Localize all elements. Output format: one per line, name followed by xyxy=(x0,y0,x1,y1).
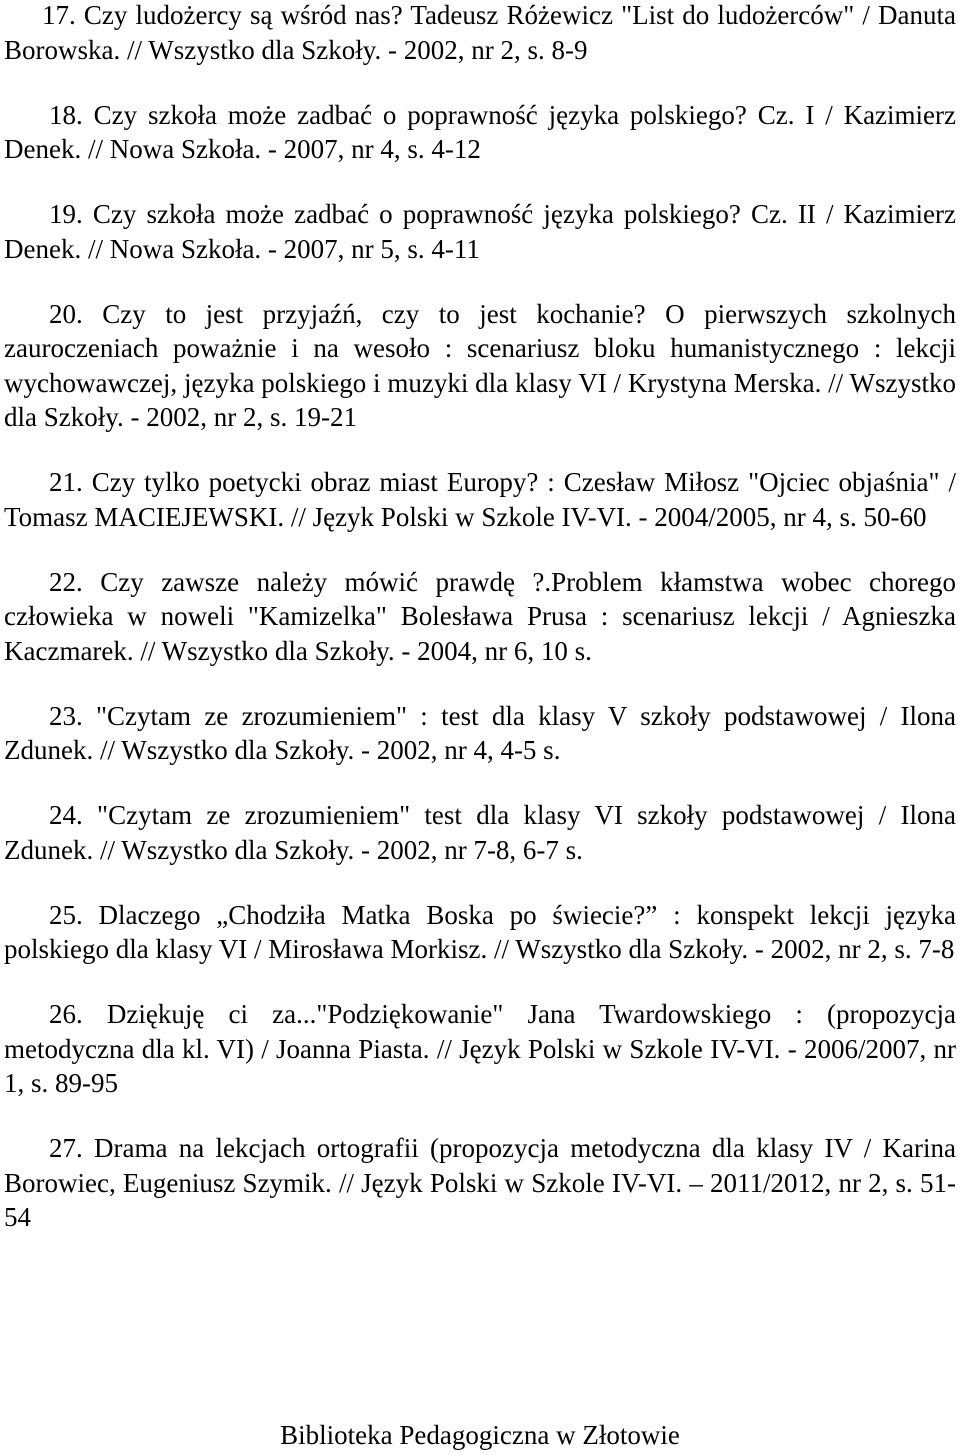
bibliography-entry-18: 18. Czy szkoła może zadbać o poprawność języka polskiego? Cz. I / Kazimierz Denek. // Nowa Szkoła. - 2007, nr 4, s. 4-12 xyxy=(4,99,956,164)
bibliography-entry-17: 17. Czy ludożercy są wśród nas? Tadeusz Różewicz "List do ludożerców" / Danuta Borowska. // Wszystko dla Szkoły. - 2002, nr 2, s. 8-9 xyxy=(4,0,956,65)
bibliography-entry-25: 25. Dlaczego „Chodziła Matka Boska po świecie?” : konspekt lekcji języka polskiego dla klasy VI / Mirosława Morkisz. // Wszystko dla Szkoły. - 2002, nr 2, s. 7-8 xyxy=(4,899,956,964)
bibliography-entry-27: 27. Drama na lekcjach ortografii (propozycja metodyczna dla klasy IV / Karina Borowiec, Eugeniusz Szymik. // Język Polski w Szkole IV-VI. – 2011/2012, nr 2, s. 51-54 xyxy=(4,1133,956,1232)
bibliography-entry-23: 23. "Czytam ze zrozumieniem" : test dla klasy V szkoły podstawowej / Ilona Zdunek. // Wszystko dla Szkoły. - 2002, nr 4, 4-5 s. xyxy=(4,700,956,765)
bibliography-entry-19: 19. Czy szkoła może zadbać o poprawność języka polskiego? Cz. II / Kazimierz Denek. // Nowa Szkoła. - 2007, nr 5, s. 4-11 xyxy=(4,199,956,264)
page-footer xyxy=(0,1418,960,1452)
bibliography-list xyxy=(4,0,956,1265)
bibliography-entry-21: 21. Czy tylko poetycki obraz miast Europy? : Czesław Miłosz "Ojciec objaśnia" / Tomasz MACIEJEWSKI. // Język Polski w Szkole IV-VI. - 2004/2005, nr 4, s. 50-60 xyxy=(4,467,956,532)
bibliography-entry-22: 22. Czy zawsze należy mówić prawdę ?.Problem kłamstwa wobec chorego człowieka w noweli "Kamizelka" Bolesława Prusa : scenariusz lekcji / Agnieszka Kaczmarek. // Wszystko dla Szkoły. - 2004, nr 6, 10 s. xyxy=(4,566,956,666)
bibliography-entry-20: 20. Czy to jest przyjaźń, czy to jest kochanie? O pierwszych szkolnych zauroczeniach poważnie i na wesoło : scenariusz bloku humanistycznego : lekcji wychowawczej, języka polskiego i muzyki dla klasy VI / Krystyna Merska. // Wszystko dla Szkoły. - 2002, nr 2, s. 19-21 xyxy=(4,298,956,432)
footer-library-name: Biblioteka Pedagogiczna w Złotowie xyxy=(280,1420,680,1450)
bibliography-entry-24: 24. "Czytam ze zrozumieniem" test dla klasy VI szkoły podstawowej / Ilona Zdunek. // Wszystko dla Szkoły. - 2002, nr 7-8, 6-7 s. xyxy=(4,800,956,865)
bibliography-entry-26: 26. Dziękuję ci za..."Podziękowanie" Jana Twardowskiego : (propozycja metodyczna dla kl. VI) / Joanna Piasta. // Język Polski w Szkole IV-VI. - 2006/2007, nr 1, s. 89-95 xyxy=(4,999,956,1098)
